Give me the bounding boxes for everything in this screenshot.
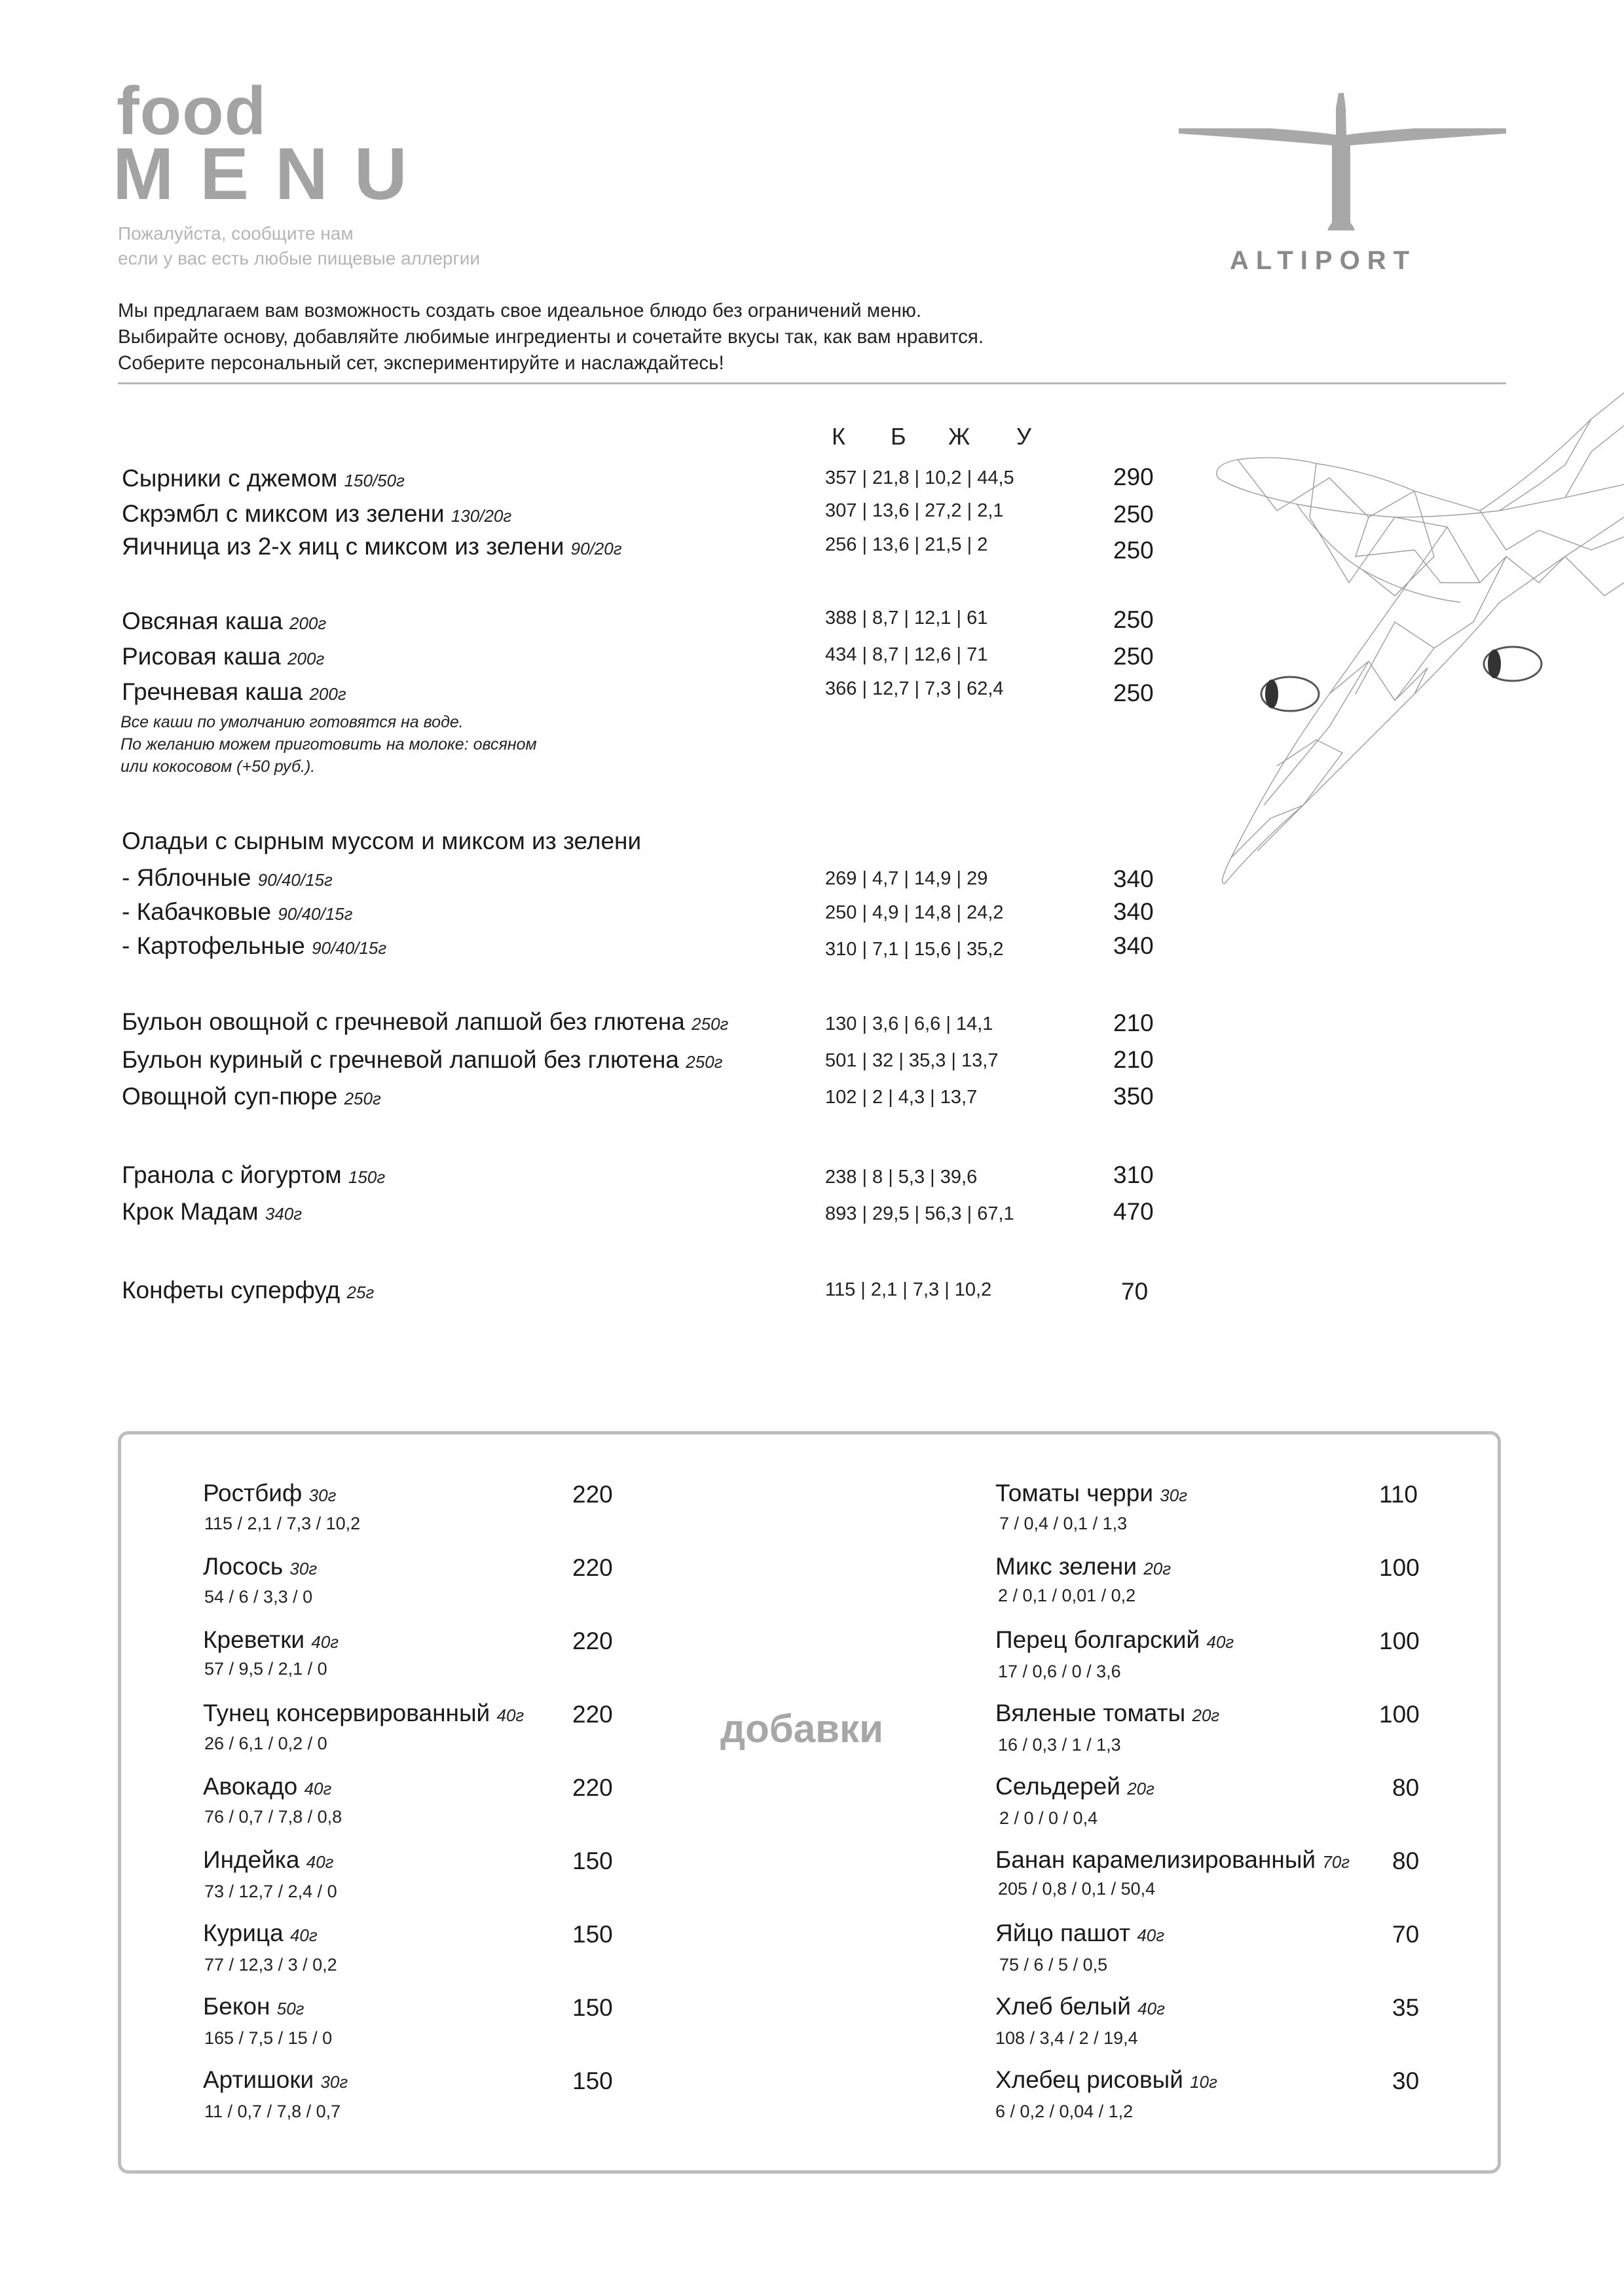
addon-name: Креветки 40г [203,1626,339,1653]
menu-item-name: Овощной суп-пюре 250г [122,1083,381,1110]
menu-item-nutrition: 310 | 7,1 | 15,6 | 35,2 [825,939,1004,960]
menu-item-nutrition: 250 | 4,9 | 14,8 | 24,2 [825,902,1004,923]
menu-item-name: Рисовая каша 200г [122,643,325,670]
allergy-line-2: если у вас есть любые пищевые аллергии [118,248,480,268]
addon-name: Микс зелени 20г [995,1553,1172,1580]
addon-nutrition: 75 / 6 / 5 / 0,5 [999,1955,1108,1975]
menu-item-nutrition: 115 | 2,1 | 7,3 | 10,2 [825,1279,992,1300]
porridge-note-line-1: Все каши по умолчанию готовятся на воде. [120,713,464,731]
addon-nutrition: 108 / 3,4 / 2 / 19,4 [995,2028,1138,2048]
addons-box [118,1431,1501,2174]
addon-price: 100 [1379,1628,1420,1654]
addon-price: 220 [572,1481,613,1508]
addon-name: Тунец консервированный 40г [203,1700,525,1726]
intro-line-1: Мы предлагаем вам возможность создать свое идеальное блюдо без ограничений меню. [118,300,922,321]
menu-item-name: Овсяная каша 200г [122,608,327,634]
intro-line-3: Соберите персональный сет, экспериментируйте и наслаждайтесь! [118,352,724,374]
header-divider [118,382,1506,384]
addon-name: Вяленые томаты 20г [995,1700,1220,1726]
nutrition-header-u: У [1016,423,1031,450]
addon-name: Томаты черри 30г [995,1480,1188,1506]
addon-name: Яйцо пашот 40г [995,1920,1165,1946]
menu-item-price: 250 [1113,537,1154,564]
menu-item-name: Гречневая каша 200г [122,678,346,705]
menu-item-nutrition: 256 | 13,6 | 21,5 | 2 [825,534,988,555]
addon-price: 220 [572,1701,613,1728]
menu-item-price: 470 [1113,1198,1154,1225]
menu-item-price: 250 [1113,501,1154,528]
nutrition-header-b: Б [891,423,906,450]
addon-name: Ростбиф 30г [203,1480,337,1506]
addon-price: 70 [1392,1921,1420,1948]
addon-name: Индейка 40г [203,1846,334,1873]
addon-price: 220 [572,1628,613,1654]
menu-item-name: - Яблочные 90/40/15г [122,864,333,891]
addons-title: добавки [720,1707,883,1751]
addon-nutrition: 165 / 7,5 / 15 / 0 [204,2028,333,2048]
addon-nutrition: 7 / 0,4 / 0,1 / 1,3 [999,1514,1128,1533]
addon-name: Хлебец рисовый 10г [995,2066,1217,2093]
porridge-note-line-3: или кокосовом (+50 руб.). [120,757,316,776]
title-food: food [117,73,267,149]
addon-name: Авокадо 40г [203,1773,332,1800]
menu-item-nutrition: 269 | 4,7 | 14,9 | 29 [825,868,988,889]
menu-item-price: 340 [1113,932,1154,959]
addon-name: Хлеб белый 40г [995,1993,1165,2020]
menu-item-nutrition: 434 | 8,7 | 12,6 | 71 [825,644,988,665]
addon-price: 150 [572,1921,613,1948]
menu-item-name: - Кабачковые 90/40/15г [122,898,353,925]
addon-name: Бекон 50г [203,1993,304,2020]
addon-price: 150 [572,1994,613,2021]
menu-item-name: Бульон овощной с гречневой лапшой без глютена 250г [122,1008,729,1035]
addon-name: Банан карамелизированный 70г [995,1846,1350,1873]
menu-item-price: 290 [1113,464,1154,490]
menu-item-price: 350 [1113,1083,1154,1110]
addon-price: 30 [1392,2068,1420,2094]
menu-item-nutrition: 102 | 2 | 4,3 | 13,7 [825,1087,978,1108]
addon-price: 100 [1379,1701,1420,1728]
addon-name: Курица 40г [203,1920,318,1946]
menu-item-nutrition: 130 | 3,6 | 6,6 | 14,1 [825,1013,993,1034]
allergy-line-1: Пожалуйста, сообщите нам [118,223,354,244]
addon-price: 220 [572,1774,613,1801]
nutrition-header-zh: Ж [948,423,970,450]
addon-nutrition: 115 / 2,1 / 7,3 / 10,2 [204,1514,361,1533]
menu-item-nutrition: 307 | 13,6 | 27,2 | 2,1 [825,500,1004,521]
menu-item-nutrition: 357 | 21,8 | 10,2 | 44,5 [825,467,1014,488]
intro-text [118,298,984,376]
addon-price: 80 [1392,1774,1420,1801]
addon-price: 150 [572,1848,613,1874]
pancakes-heading: Оладьи с сырным муссом и миксом из зелени [122,828,642,854]
menu-item-name: Скрэмбл с миксом из зелени 130/20г [122,500,512,527]
menu-item-price: 340 [1113,866,1154,892]
title-menu: MENU [113,133,434,215]
addon-name: Артишоки 30г [203,2066,348,2093]
addon-nutrition: 11 / 0,7 / 7,8 / 0,7 [204,2102,341,2121]
addon-nutrition: 2 / 0,1 / 0,01 / 0,2 [998,1586,1136,1605]
menu-item-nutrition: 893 | 29,5 | 56,3 | 67,1 [825,1203,1014,1224]
menu-item-price: 310 [1113,1161,1154,1188]
addon-nutrition: 2 / 0 / 0 / 0,4 [999,1808,1098,1828]
porridge-note-line-2: По желанию можем приготовить на молоке: овсяном [120,735,537,754]
menu-item-nutrition: 388 | 8,7 | 12,1 | 61 [825,608,988,629]
addon-nutrition: 6 / 0,2 / 0,04 / 1,2 [995,2102,1134,2121]
intro-line-2: Выбирайте основу, добавляйте любимые ингредиенты и сочетайте вкусы так, как вам нравится. [118,326,984,348]
menu-item-price: 340 [1113,898,1154,925]
addon-price: 100 [1379,1554,1420,1581]
addon-nutrition: 205 / 0,8 / 0,1 / 50,4 [998,1879,1156,1899]
addon-price: 150 [572,2068,613,2094]
menu-item-price: 250 [1113,643,1154,670]
menu-item-name: Гранола с йогуртом 150г [122,1161,386,1188]
menu-item-price: 210 [1113,1010,1154,1036]
menu-item-price: 70 [1121,1278,1149,1305]
logo-text: ALTIPORT [1230,246,1417,275]
addon-price: 80 [1392,1848,1420,1874]
addon-name: Сельдерей 20г [995,1773,1154,1800]
menu-item-nutrition: 501 | 32 | 35,3 | 13,7 [825,1050,999,1071]
addon-price: 110 [1379,1481,1418,1508]
addon-nutrition: 17 / 0,6 / 0 / 3,6 [998,1662,1121,1681]
menu-item-name: - Картофельные 90/40/15г [122,932,387,959]
menu-item-price: 250 [1113,680,1154,706]
addon-nutrition: 26 / 6,1 / 0,2 / 0 [204,1734,327,1753]
nutrition-header-k: К [832,423,845,450]
addon-nutrition: 16 / 0,3 / 1 / 1,3 [998,1735,1121,1755]
addon-nutrition: 77 / 12,3 / 3 / 0,2 [204,1955,337,1975]
addon-name: Перец болгарский 40г [995,1626,1234,1653]
addon-price: 35 [1392,1994,1420,2021]
menu-item-name: Бульон куриный с гречневой лапшой без глютена 250г [122,1046,723,1073]
addon-nutrition: 57 / 9,5 / 2,1 / 0 [204,1659,327,1679]
menu-item-name: Крок Мадам 340г [122,1198,303,1225]
menu-item-price: 210 [1113,1046,1154,1073]
allergy-notice [118,221,480,271]
menu-item-nutrition: 238 | 8 | 5,3 | 39,6 [825,1167,978,1188]
menu-item-nutrition: 366 | 12,7 | 7,3 | 62,4 [825,678,1004,699]
wireframe-plane-illustration [1198,386,1624,962]
menu-item-name: Конфеты суперфуд 25г [122,1277,375,1303]
addon-nutrition: 54 / 6 / 3,3 / 0 [204,1587,313,1607]
porridge-note [120,711,537,778]
addon-price: 220 [572,1554,613,1581]
addon-nutrition: 73 / 12,7 / 2,4 / 0 [204,1882,337,1901]
menu-item-name: Яичница из 2-х яиц с миксом из зелени 90/20г [122,533,622,560]
menu-item-name: Сырники с джемом 150/50г [122,465,405,492]
addon-nutrition: 76 / 0,7 / 7,8 / 0,8 [204,1807,342,1827]
menu-item-price: 250 [1113,606,1154,633]
addon-name: Лосось 30г [203,1553,318,1580]
